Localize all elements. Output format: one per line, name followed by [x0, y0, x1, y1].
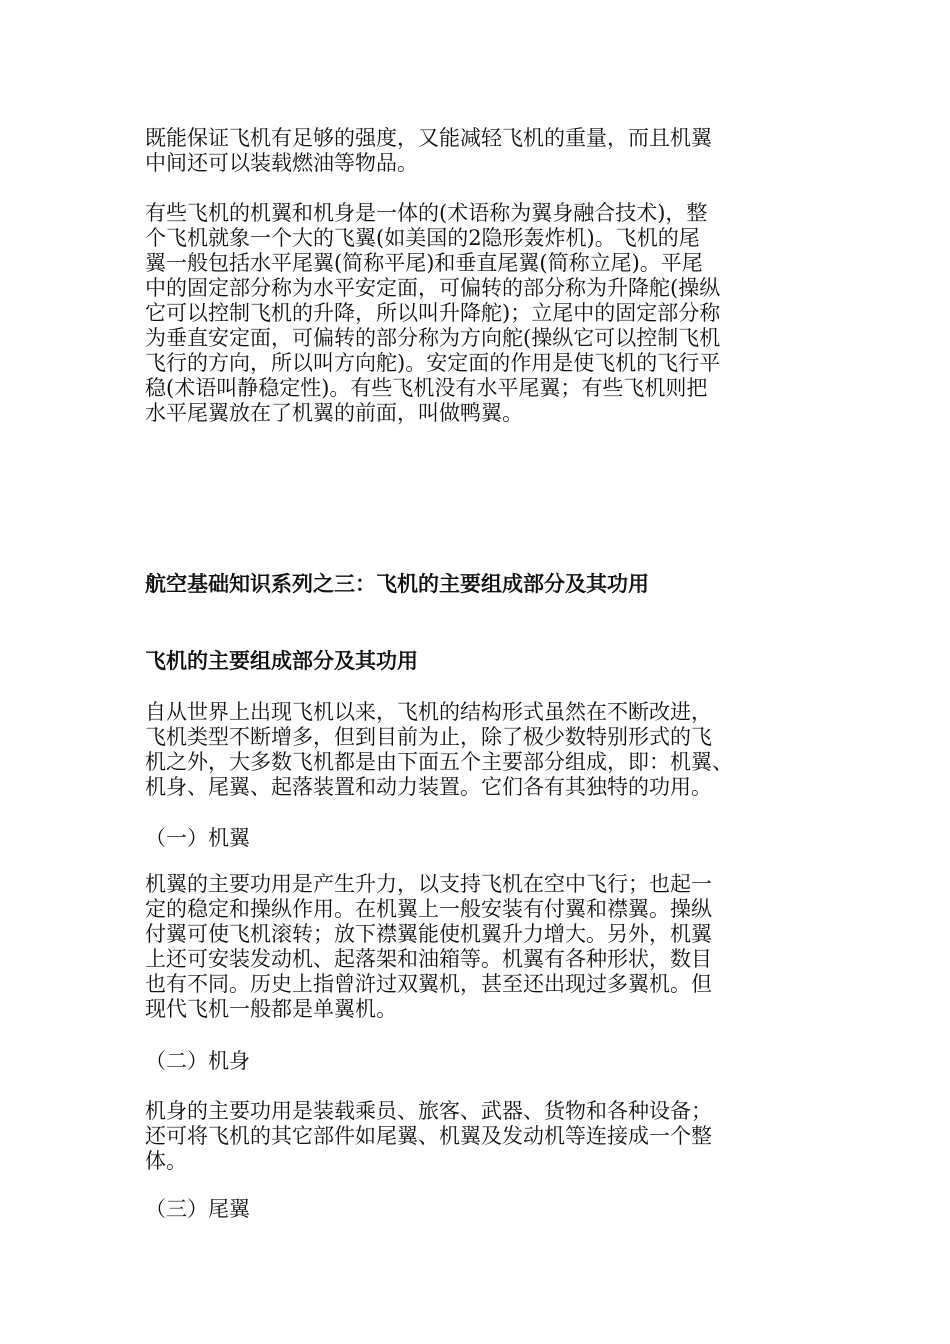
- series-title: 航空基础知识系列之三：飞机的主要组成部分及其功用: [145, 572, 649, 596]
- fuselage-heading: （二）机身: [145, 1049, 250, 1073]
- text-line: 有些飞机的机翼和机身是一体的(术语称为翼身融合技术)，整: [145, 201, 708, 225]
- wing-heading: （一）机翼: [145, 826, 250, 850]
- section-title: 飞机的主要组成部分及其功用: [145, 649, 418, 673]
- text-line: 机翼的主要功用是产生升力，以支持飞机在空中飞行；也起一: [145, 872, 712, 896]
- text-line: 定的稳定和操纵作用。在机翼上一般安装有付翼和襟翼。操纵: [145, 897, 712, 921]
- text-line: 翼一般包括水平尾翼(简称平尾)和垂直尾翼(简称立尾)。平尾: [145, 251, 703, 275]
- intro-paragraph: [145, 126, 835, 176]
- overview-paragraph: [145, 700, 835, 800]
- text-line: 现代飞机一般都是单翼机。: [145, 997, 397, 1021]
- text-line: 还可将飞机的其它部件如尾翼、机翼及发动机等连接成一个整: [145, 1124, 712, 1148]
- text-line: 机之外，大多数飞机都是由下面五个主要部分组成，即：机翼、: [145, 750, 733, 774]
- text-line: 飞机类型不断增多，但到目前为止，除了极少数特别形式的飞: [145, 725, 712, 749]
- text-line: 机身的主要功用是装载乘员、旅客、武器、货物和各种设备；: [145, 1099, 712, 1123]
- text-line: 自从世界上出现飞机以来，飞机的结构形式虽然在不断改进，: [145, 700, 712, 724]
- text-line: 付翼可使飞机滚转；放下襟翼能使机翼升力增大。另外，机翼: [145, 922, 712, 946]
- text-line: 上还可安装发动机、起落架和油箱等。机翼有各种形状，数目: [145, 947, 712, 971]
- fuselage-paragraph: [145, 1099, 835, 1174]
- text-line: 中间还可以装载燃油等物品。: [145, 151, 418, 175]
- text-line: 为垂直安定面，可偏转的部分称为方向舵(操纵它可以控制飞机: [145, 326, 721, 350]
- text-line: 飞行的方向，所以叫方向舵)。安定面的作用是使飞机的飞行平: [145, 351, 721, 375]
- text-line: 体。: [145, 1149, 187, 1173]
- text-line: 个飞机就象一个大的飞翼(如美国的2隐形轰炸机)。飞机的尾: [145, 226, 700, 250]
- tail-heading: （三）尾翼: [145, 1197, 250, 1221]
- text-line: 机身、尾翼、起落装置和动力装置。它们各有其独特的功用。: [145, 775, 712, 799]
- text-line: 它可以控制飞机的升降，所以叫升降舵)；立尾中的固定部分称: [145, 301, 721, 325]
- tail-paragraph: [145, 201, 835, 426]
- text-line: 稳(术语叫静稳定性)。有些飞机没有水平尾翼；有些飞机则把: [145, 376, 708, 400]
- text-line: 水平尾翼放在了机翼的前面，叫做鸭翼。: [145, 401, 523, 425]
- text-line: 也有不同。历史上指曾浒过双翼机，甚至还出现过多翼机。但: [145, 972, 712, 996]
- text-line: 中的固定部分称为水平安定面，可偏转的部分称为升降舵(操纵: [145, 276, 721, 300]
- text-line: 既能保证飞机有足够的强度，又能减轻飞机的重量，而且机翼: [145, 126, 712, 150]
- wing-paragraph: [145, 872, 835, 1022]
